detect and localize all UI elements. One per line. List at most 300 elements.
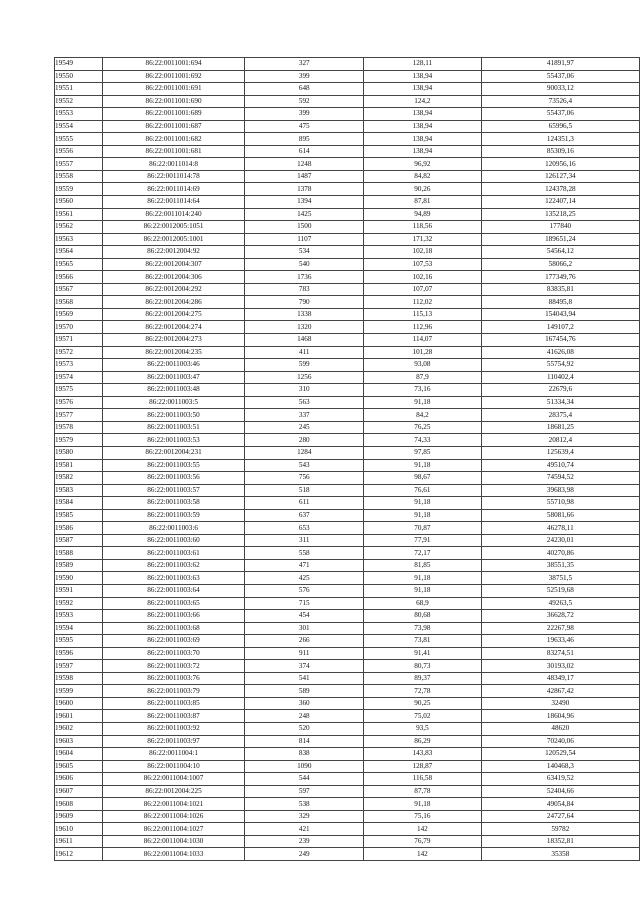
row-number-cell: 19596 [55, 647, 103, 660]
value-cell: 167454,76 [481, 334, 639, 347]
area-cell: 1107 [245, 233, 364, 246]
area-cell: 249 [245, 848, 364, 861]
cadastral-number-cell: 86:22:0011003:72 [102, 660, 245, 673]
value-cell: 36628,72 [481, 610, 639, 623]
rate-cell: 107,53 [364, 258, 482, 271]
value-cell: 189651,24 [481, 233, 639, 246]
area-cell: 1736 [245, 271, 364, 284]
table-row [55, 785, 640, 798]
rate-cell: 138,94 [364, 120, 482, 133]
table-row [55, 484, 640, 497]
cadastral-number-cell: 86:22:0011003:60 [102, 534, 245, 547]
area-cell: 599 [245, 359, 364, 372]
cadastral-number-cell: 86:22:0011003:62 [102, 559, 245, 572]
row-number-cell: 19599 [55, 685, 103, 698]
rate-cell: 84,2 [364, 409, 482, 422]
row-number-cell: 19586 [55, 522, 103, 535]
row-number-cell: 19611 [55, 835, 103, 848]
rate-cell: 112,96 [364, 321, 482, 334]
table-row [55, 610, 640, 623]
row-number-cell: 19550 [55, 70, 103, 83]
table-row [55, 472, 640, 485]
cadastral-number-cell: 86:22:0011003:97 [102, 735, 245, 748]
area-cell: 245 [245, 421, 364, 434]
row-number-cell: 19568 [55, 296, 103, 309]
cadastral-number-cell: 86:22:0011003:68 [102, 622, 245, 635]
area-cell: 280 [245, 434, 364, 447]
row-number-cell: 19582 [55, 472, 103, 485]
cadastral-number-cell: 86:22:0011001:681 [102, 145, 245, 158]
area-cell: 558 [245, 547, 364, 560]
table-row [55, 810, 640, 823]
row-number-cell: 19553 [55, 108, 103, 121]
area-cell: 544 [245, 773, 364, 786]
rate-cell: 91,18 [364, 497, 482, 510]
table-row [55, 271, 640, 284]
data-table [54, 57, 640, 861]
cadastral-number-cell: 86:22:0011003:66 [102, 610, 245, 623]
area-cell: 1256 [245, 371, 364, 384]
row-number-cell: 19587 [55, 534, 103, 547]
table-row [55, 170, 640, 183]
table-row [55, 421, 640, 434]
value-cell: 35358 [481, 848, 639, 861]
rate-cell: 86,29 [364, 735, 482, 748]
area-cell: 653 [245, 522, 364, 535]
cadastral-number-cell: 86:22:0011003:87 [102, 710, 245, 723]
area-cell: 518 [245, 484, 364, 497]
table-row [55, 760, 640, 773]
cadastral-number-cell: 86:22:0011014:64 [102, 196, 245, 209]
rate-cell: 115,13 [364, 308, 482, 321]
row-number-cell: 19580 [55, 446, 103, 459]
row-number-cell: 19600 [55, 697, 103, 710]
cadastral-number-cell: 86:22:0011003:64 [102, 584, 245, 597]
area-cell: 329 [245, 810, 364, 823]
rate-cell: 114,07 [364, 334, 482, 347]
area-cell: 475 [245, 120, 364, 133]
value-cell: 85309,16 [481, 145, 639, 158]
table-row [55, 497, 640, 510]
table-row [55, 635, 640, 648]
table-row [55, 547, 640, 560]
value-cell: 125639,4 [481, 446, 639, 459]
area-cell: 520 [245, 722, 364, 735]
cadastral-number-cell: 86:22:0012004:231 [102, 446, 245, 459]
area-cell: 538 [245, 798, 364, 811]
cadastral-number-cell: 86:22:0011014:8 [102, 158, 245, 171]
rate-cell: 116,58 [364, 773, 482, 786]
rate-cell: 138,94 [364, 133, 482, 146]
rate-cell: 84,82 [364, 170, 482, 183]
value-cell: 110402,4 [481, 371, 639, 384]
area-cell: 911 [245, 647, 364, 660]
rate-cell: 75,02 [364, 710, 482, 723]
row-number-cell: 19549 [55, 58, 103, 71]
rate-cell: 77,91 [364, 534, 482, 547]
value-cell: 24727,64 [481, 810, 639, 823]
value-cell: 65996,5 [481, 120, 639, 133]
row-number-cell: 19564 [55, 246, 103, 259]
cadastral-number-cell: 86:22:0011003:48 [102, 384, 245, 397]
table-row [55, 283, 640, 296]
area-cell: 471 [245, 559, 364, 572]
row-number-cell: 19604 [55, 748, 103, 761]
table-row [55, 95, 640, 108]
value-cell: 32490 [481, 697, 639, 710]
value-cell: 58081,66 [481, 509, 639, 522]
value-cell: 41891,97 [481, 58, 639, 71]
row-number-cell: 19557 [55, 158, 103, 171]
value-cell: 149107,2 [481, 321, 639, 334]
cadastral-number-cell: 86:22:0012004:273 [102, 334, 245, 347]
table-row [55, 233, 640, 246]
area-cell: 756 [245, 472, 364, 485]
row-number-cell: 19581 [55, 459, 103, 472]
area-cell: 1468 [245, 334, 364, 347]
row-number-cell: 19562 [55, 221, 103, 234]
rate-cell: 138,94 [364, 108, 482, 121]
table-row [55, 835, 640, 848]
rate-cell: 138,94 [364, 70, 482, 83]
table-row [55, 208, 640, 221]
row-number-cell: 19571 [55, 334, 103, 347]
table-row [55, 660, 640, 673]
rate-cell: 142 [364, 823, 482, 836]
table-row [55, 133, 640, 146]
table-row [55, 685, 640, 698]
rate-cell: 80,68 [364, 610, 482, 623]
area-cell: 374 [245, 660, 364, 673]
area-cell: 637 [245, 509, 364, 522]
area-cell: 543 [245, 459, 364, 472]
cadastral-number-cell: 86:22:0011004:10 [102, 760, 245, 773]
value-cell: 124351,3 [481, 133, 639, 146]
value-cell: 30193,02 [481, 660, 639, 673]
table-row [55, 622, 640, 635]
area-cell: 611 [245, 497, 364, 510]
value-cell: 19633,46 [481, 635, 639, 648]
value-cell: 18681,25 [481, 421, 639, 434]
area-cell: 592 [245, 95, 364, 108]
table-row [55, 221, 640, 234]
value-cell: 48349,17 [481, 672, 639, 685]
cadastral-number-cell: 86:22:0011003:51 [102, 421, 245, 434]
table-body [55, 58, 640, 861]
area-cell: 1320 [245, 321, 364, 334]
value-cell: 135218,25 [481, 208, 639, 221]
cadastral-number-cell: 86:22:0011003:50 [102, 409, 245, 422]
area-cell: 310 [245, 384, 364, 397]
rate-cell: 80,73 [364, 660, 482, 673]
table-row [55, 296, 640, 309]
rate-cell: 87,81 [364, 196, 482, 209]
area-cell: 1500 [245, 221, 364, 234]
area-cell: 576 [245, 584, 364, 597]
cadastral-number-cell: 86:22:0012004:235 [102, 346, 245, 359]
row-number-cell: 19590 [55, 572, 103, 585]
value-cell: 88495,8 [481, 296, 639, 309]
value-cell: 124378,28 [481, 183, 639, 196]
value-cell: 55437,06 [481, 108, 639, 121]
cadastral-number-cell: 86:22:0012004:225 [102, 785, 245, 798]
area-cell: 1090 [245, 760, 364, 773]
cadastral-number-cell: 86:22:0011001:682 [102, 133, 245, 146]
value-cell: 126127,34 [481, 170, 639, 183]
value-cell: 177840 [481, 221, 639, 234]
table-row [55, 120, 640, 133]
area-cell: 540 [245, 258, 364, 271]
row-number-cell: 19603 [55, 735, 103, 748]
value-cell: 70240,06 [481, 735, 639, 748]
rate-cell: 76,25 [364, 421, 482, 434]
value-cell: 18604,96 [481, 710, 639, 723]
rate-cell: 102,18 [364, 246, 482, 259]
value-cell: 90033,12 [481, 83, 639, 96]
row-number-cell: 19592 [55, 597, 103, 610]
area-cell: 648 [245, 83, 364, 96]
value-cell: 83274,51 [481, 647, 639, 660]
cadastral-number-cell: 86:22:0011001:687 [102, 120, 245, 133]
value-cell: 48620 [481, 722, 639, 735]
table-row [55, 710, 640, 723]
cadastral-number-cell: 86:22:0011003:59 [102, 509, 245, 522]
cadastral-number-cell: 86:22:0011003:57 [102, 484, 245, 497]
value-cell: 73526,4 [481, 95, 639, 108]
cadastral-number-cell: 86:22:0012004:307 [102, 258, 245, 271]
cadastral-number-cell: 86:22:0011003:92 [102, 722, 245, 735]
cadastral-number-cell: 86:22:0012004:274 [102, 321, 245, 334]
rate-cell: 124,2 [364, 95, 482, 108]
rate-cell: 91,18 [364, 459, 482, 472]
cadastral-number-cell: 86:22:0012004:292 [102, 283, 245, 296]
row-number-cell: 19606 [55, 773, 103, 786]
area-cell: 454 [245, 610, 364, 623]
rate-cell: 87,78 [364, 785, 482, 798]
rate-cell: 73,81 [364, 635, 482, 648]
area-cell: 783 [245, 283, 364, 296]
rate-cell: 142 [364, 848, 482, 861]
table-row [55, 396, 640, 409]
cadastral-number-cell: 86:22:0011003:63 [102, 572, 245, 585]
value-cell: 46278,11 [481, 522, 639, 535]
table-row [55, 697, 640, 710]
table-row [55, 597, 640, 610]
cadastral-number-cell: 86:22:0011003:58 [102, 497, 245, 510]
table-row [55, 672, 640, 685]
value-cell: 55437,06 [481, 70, 639, 83]
cadastral-number-cell: 86:22:0011001:691 [102, 83, 245, 96]
area-cell: 1338 [245, 308, 364, 321]
row-number-cell: 19584 [55, 497, 103, 510]
table-row [55, 409, 640, 422]
area-cell: 266 [245, 635, 364, 648]
area-cell: 327 [245, 58, 364, 71]
rate-cell: 118,56 [364, 221, 482, 234]
value-cell: 74594,52 [481, 472, 639, 485]
row-number-cell: 19561 [55, 208, 103, 221]
table-row [55, 246, 640, 259]
value-cell: 52519,68 [481, 584, 639, 597]
value-cell: 55754,92 [481, 359, 639, 372]
rate-cell: 138,94 [364, 145, 482, 158]
table-row [55, 158, 640, 171]
row-number-cell: 19608 [55, 798, 103, 811]
area-cell: 337 [245, 409, 364, 422]
table-row [55, 371, 640, 384]
value-cell: 40270,86 [481, 547, 639, 560]
row-number-cell: 19565 [55, 258, 103, 271]
row-number-cell: 19563 [55, 233, 103, 246]
rate-cell: 128,87 [364, 760, 482, 773]
table-row [55, 748, 640, 761]
rate-cell: 143,83 [364, 748, 482, 761]
value-cell: 38551,35 [481, 559, 639, 572]
table-row [55, 459, 640, 472]
table-row [55, 572, 640, 585]
value-cell: 120956,16 [481, 158, 639, 171]
row-number-cell: 19577 [55, 409, 103, 422]
area-cell: 239 [245, 835, 364, 848]
value-cell: 42867,42 [481, 685, 639, 698]
rate-cell: 107,07 [364, 283, 482, 296]
cadastral-number-cell: 86:22:0012004:275 [102, 308, 245, 321]
area-cell: 1248 [245, 158, 364, 171]
table-row [55, 258, 640, 271]
table-row [55, 108, 640, 121]
cadastral-number-cell: 86:22:0012004:306 [102, 271, 245, 284]
cadastral-number-cell: 86:22:0012005:1051 [102, 221, 245, 234]
cadastral-number-cell: 86:22:0011003:70 [102, 647, 245, 660]
rate-cell: 87,9 [364, 371, 482, 384]
rate-cell: 72,78 [364, 685, 482, 698]
cadastral-number-cell: 86:22:0011004:1007 [102, 773, 245, 786]
value-cell: 58066,2 [481, 258, 639, 271]
area-cell: 838 [245, 748, 364, 761]
cadastral-number-cell: 86:22:0011004:1030 [102, 835, 245, 848]
row-number-cell: 19583 [55, 484, 103, 497]
table-row [55, 509, 640, 522]
area-cell: 541 [245, 672, 364, 685]
value-cell: 177349,76 [481, 271, 639, 284]
cadastral-number-cell: 86:22:0012004:92 [102, 246, 245, 259]
table-row [55, 848, 640, 861]
table-row [55, 647, 640, 660]
row-number-cell: 19558 [55, 170, 103, 183]
row-number-cell: 19610 [55, 823, 103, 836]
table-row [55, 522, 640, 535]
cadastral-number-cell: 86:22:0011003:55 [102, 459, 245, 472]
rate-cell: 91,18 [364, 572, 482, 585]
value-cell: 22679,6 [481, 384, 639, 397]
table-row [55, 722, 640, 735]
cadastral-number-cell: 86:22:0011004:1026 [102, 810, 245, 823]
area-cell: 534 [245, 246, 364, 259]
table-row [55, 346, 640, 359]
row-number-cell: 19554 [55, 120, 103, 133]
table-row [55, 584, 640, 597]
rate-cell: 76,61 [364, 484, 482, 497]
row-number-cell: 19570 [55, 321, 103, 334]
cadastral-number-cell: 86:22:0011003:65 [102, 597, 245, 610]
rate-cell: 93,08 [364, 359, 482, 372]
rate-cell: 93,5 [364, 722, 482, 735]
rate-cell: 90,26 [364, 183, 482, 196]
cadastral-number-cell: 86:22:0011003:6 [102, 522, 245, 535]
value-cell: 63419,52 [481, 773, 639, 786]
rate-cell: 97,85 [364, 446, 482, 459]
cadastral-number-cell: 86:22:0011004:1033 [102, 848, 245, 861]
area-cell: 589 [245, 685, 364, 698]
row-number-cell: 19569 [55, 308, 103, 321]
area-cell: 411 [245, 346, 364, 359]
value-cell: 20812,4 [481, 434, 639, 447]
rate-cell: 112,02 [364, 296, 482, 309]
table-row [55, 308, 640, 321]
cadastral-number-cell: 86:22:0012005:1001 [102, 233, 245, 246]
value-cell: 83835,81 [481, 283, 639, 296]
rate-cell: 72,17 [364, 547, 482, 560]
row-number-cell: 19591 [55, 584, 103, 597]
area-cell: 715 [245, 597, 364, 610]
cadastral-number-cell: 86:22:0011001:692 [102, 70, 245, 83]
table-row [55, 534, 640, 547]
table-row [55, 321, 640, 334]
value-cell: 51334,34 [481, 396, 639, 409]
cadastral-number-cell: 86:22:0011003:56 [102, 472, 245, 485]
rate-cell: 101,28 [364, 346, 482, 359]
row-number-cell: 19566 [55, 271, 103, 284]
area-cell: 895 [245, 133, 364, 146]
row-number-cell: 19551 [55, 83, 103, 96]
area-cell: 399 [245, 70, 364, 83]
area-cell: 248 [245, 710, 364, 723]
rate-cell: 94,89 [364, 208, 482, 221]
cadastral-number-cell: 86:22:0011003:46 [102, 359, 245, 372]
row-number-cell: 19607 [55, 785, 103, 798]
value-cell: 120529,54 [481, 748, 639, 761]
row-number-cell: 19555 [55, 133, 103, 146]
row-number-cell: 19593 [55, 610, 103, 623]
table-row [55, 823, 640, 836]
rate-cell: 98,67 [364, 472, 482, 485]
row-number-cell: 19559 [55, 183, 103, 196]
rate-cell: 138,94 [364, 83, 482, 96]
row-number-cell: 19594 [55, 622, 103, 635]
row-number-cell: 19578 [55, 421, 103, 434]
rate-cell: 73,16 [364, 384, 482, 397]
rate-cell: 70,87 [364, 522, 482, 535]
cadastral-number-cell: 86:22:0011003:79 [102, 685, 245, 698]
rate-cell: 91,41 [364, 647, 482, 660]
table-row [55, 83, 640, 96]
value-cell: 49510,74 [481, 459, 639, 472]
value-cell: 52404,66 [481, 785, 639, 798]
row-number-cell: 19572 [55, 346, 103, 359]
area-cell: 1487 [245, 170, 364, 183]
area-cell: 301 [245, 622, 364, 635]
cadastral-number-cell: 86:22:0012004:286 [102, 296, 245, 309]
row-number-cell: 19574 [55, 371, 103, 384]
rate-cell: 73,98 [364, 622, 482, 635]
table-row [55, 145, 640, 158]
row-number-cell: 19602 [55, 722, 103, 735]
table-row [55, 359, 640, 372]
rate-cell: 102,16 [364, 271, 482, 284]
table-row [55, 559, 640, 572]
value-cell: 55710,98 [481, 497, 639, 510]
row-number-cell: 19560 [55, 196, 103, 209]
